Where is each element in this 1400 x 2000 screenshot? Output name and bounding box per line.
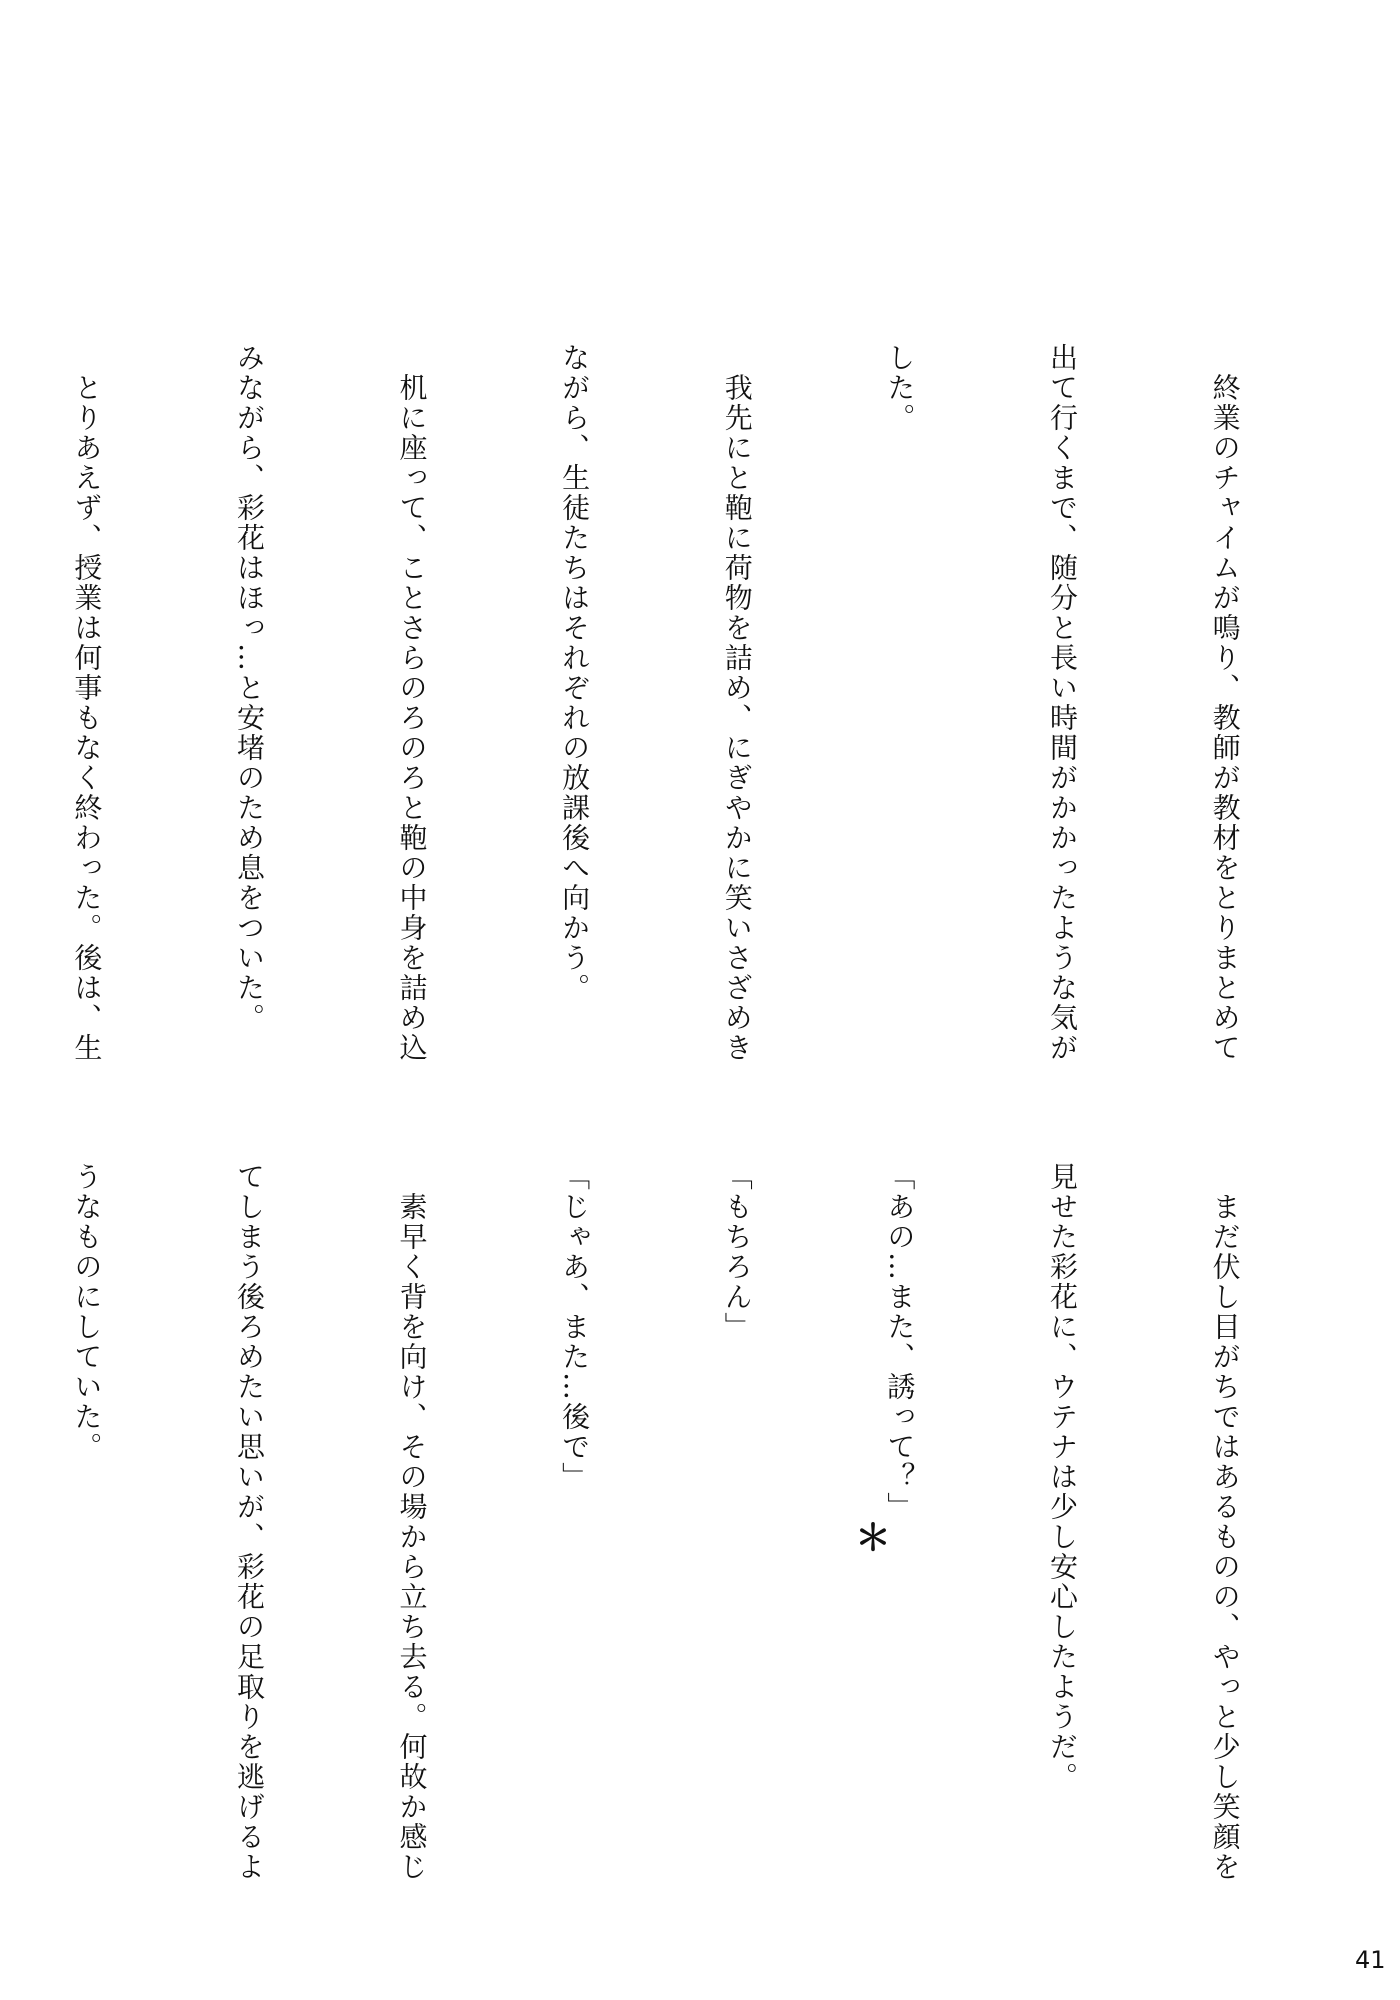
scene-break-asterisk: ＊ (855, 1518, 892, 1559)
text-line: てしまう後ろめたい思いが、彩花の足取りを逃げるよ (232, 1162, 266, 1882)
text-line: うなものにしていた。 (70, 1162, 104, 1462)
text-line: 終業のチャイムが鳴り、教師が教材をとりまとめて (1208, 343, 1242, 1063)
page-number: 41 (1355, 1946, 1386, 1974)
text-line: ながら、生徒たちはそれぞれの放課後へ向かう。 (558, 343, 592, 1003)
text-line: 素早く背を向け、その場から立ち去る。何故か感じ (395, 1162, 429, 1882)
upper-text-block (0, 343, 1360, 1063)
text-line: 「もちろん」 (720, 1162, 754, 1342)
text-line: 「じゃあ、また…後で」 (558, 1162, 592, 1492)
text-line: 出て行くまで、随分と長い時間がかかったような気が (1045, 343, 1079, 1063)
text-line: 「あの…また、誘って？」 (883, 1162, 917, 1522)
text-line: 我先にと鞄に荷物を詰め、にぎやかに笑いさざめき (720, 343, 754, 1063)
text-line: 見せた彩花に、ウテナは少し安心したようだ。 (1045, 1162, 1079, 1792)
text-line: 机に座って、ことさらのろのろと鞄の中身を詰め込 (395, 343, 429, 1063)
text-line: まだ伏し目がちではあるものの、やっと少し笑顔を (1208, 1162, 1242, 1882)
text-line: とりあえず、授業は何事もなく終わった。後は、生 (70, 343, 104, 1063)
text-line: した。 (883, 343, 917, 433)
text-line: みながら、彩花はほっ…と安堵のため息をついた。 (232, 343, 266, 1033)
lower-text-block (0, 1162, 1360, 1932)
